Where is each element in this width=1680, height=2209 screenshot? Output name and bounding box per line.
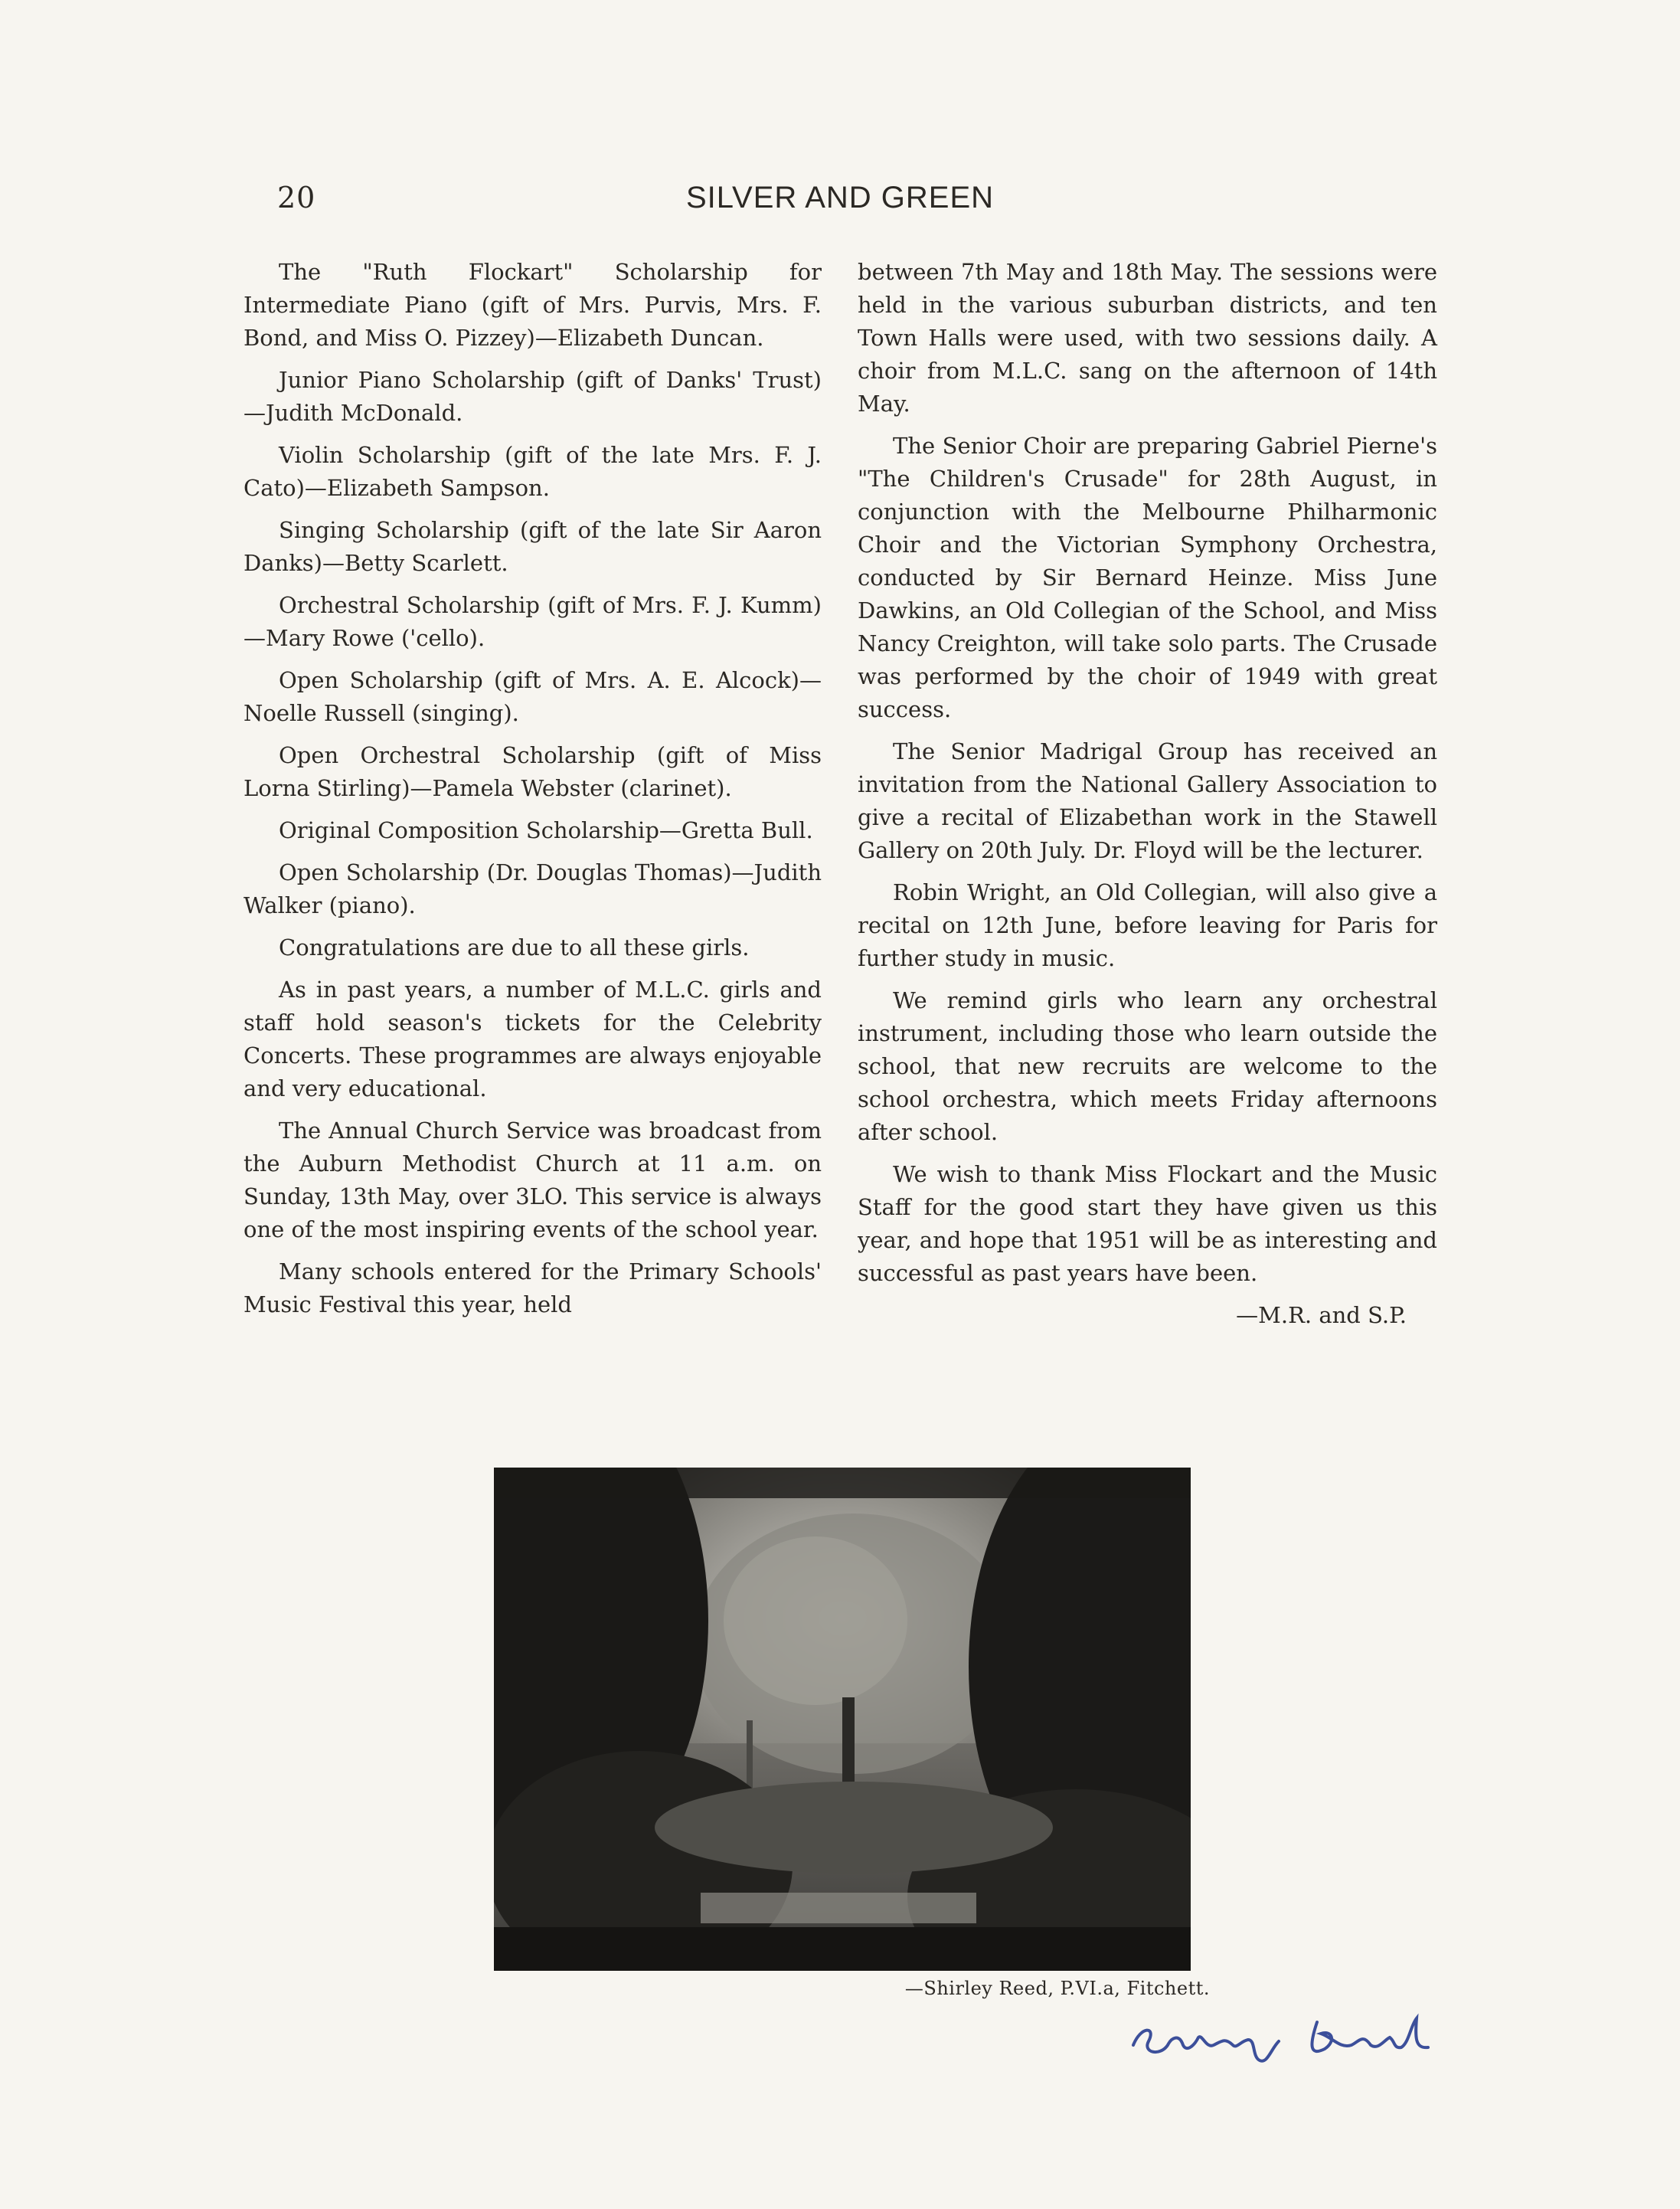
- running-head: [0, 181, 1680, 227]
- paragraph: Original Composition Scholarship—Gretta Bull.: [279, 817, 813, 843]
- paragraph: We wish to thank Miss Flockart and the Music Staff for the good start they have given us this year, and hope that 1951 will be as interesting and successful as past years have been.: [858, 1161, 1437, 1286]
- journal-title: SILVER AND GREEN: [685, 181, 995, 214]
- paragraph: The "Ruth Flockart" Scholarship for Intermediate Piano (gift of Mrs. Purvis, Mrs. F. Bond, and Miss O. Pizzey)—Elizabeth Duncan.: [244, 259, 822, 351]
- paragraph: Orchestral Scholarship (gift of Mrs. F. J. Kumm)—Mary Rowe ('cello).: [244, 592, 822, 651]
- paragraph: Many schools entered for the Primary Schools' Music Festival this year, held: [244, 1258, 822, 1317]
- paragraph: Open Scholarship (Dr. Douglas Thomas)—Judith Walker (piano).: [244, 859, 822, 918]
- paragraph: Robin Wright, an Old Collegian, will also give a recital on 12th June, before leaving for Paris for further study in music.: [858, 879, 1437, 971]
- handwritten-signature: [1126, 2003, 1455, 2072]
- paragraph: The Senior Madrigal Group has received an invitation from the National Gallery Association to give a recital of Elizabethan work in the Stawell Gallery on 20th July. Dr. Floyd will be the lecturer.: [858, 738, 1437, 863]
- page-number: 20: [277, 181, 316, 214]
- paragraph: Congratulations are due to all these girls.: [279, 934, 750, 961]
- paragraph: The Senior Choir are preparing Gabriel Pierne's "The Children's Crusade" for 28th August, in conjunction with the Melbourne Philharmonic Choir and the Victorian Symphony Orchestra, conducted by Sir Bernard Heinze. Miss June Dawkins, an Old Collegian of the School, and Miss Nancy Creighton, will take solo parts. The Crusade was performed by the choir of 1949 with great success.: [858, 433, 1437, 722]
- paragraph: Singing Scholarship (gift of the late Sir Aaron Danks)—Betty Scarlett.: [244, 517, 822, 576]
- paragraph: Open Orchestral Scholarship (gift of Miss Lorna Stirling)—Pamela Webster (clarinet).: [244, 742, 822, 801]
- paragraph: Open Scholarship (gift of Mrs. A. E. Alcock)—Noelle Russell (singing).: [244, 667, 822, 726]
- paragraph: We remind girls who learn any orchestral instrument, including those who learn outside the school, that new recruits are welcome to the school orchestra, which meets Friday afternoons after school.: [858, 987, 1437, 1145]
- paragraph: Junior Piano Scholarship (gift of Danks' Trust)—Judith McDonald.: [244, 367, 822, 426]
- article-signoff: —M.R. and S.P.: [1236, 1302, 1407, 1328]
- garden-photo-image: [494, 1468, 1191, 1971]
- photo-caption: —Shirley Reed, P.VI.a, Fitchett.: [904, 1978, 1210, 1999]
- paragraph: As in past years, a number of M.L.C. girls and staff hold season's tickets for the Celebrity Concerts. These programmes are always enjoyable and very educational.: [244, 977, 822, 1101]
- paragraph: Violin Scholarship (gift of the late Mrs. F. J. Cato)—Elizabeth Sampson.: [244, 442, 822, 501]
- left-column: [244, 256, 822, 1330]
- paragraph: between 7th May and 18th May. The sessions were held in the various suburban districts, and ten Town Halls were used, with two sessions daily. A choir from M.L.C. sang on the afternoon of 14th May.: [858, 259, 1437, 417]
- garden-photograph: [494, 1468, 1191, 1971]
- paragraph: The Annual Church Service was broadcast from the Auburn Methodist Church at 11 a.m. on Sunday, 13th May, over 3LO. This service is always one of the most inspiring events of the school year.: [244, 1118, 822, 1242]
- right-column: [858, 256, 1437, 1341]
